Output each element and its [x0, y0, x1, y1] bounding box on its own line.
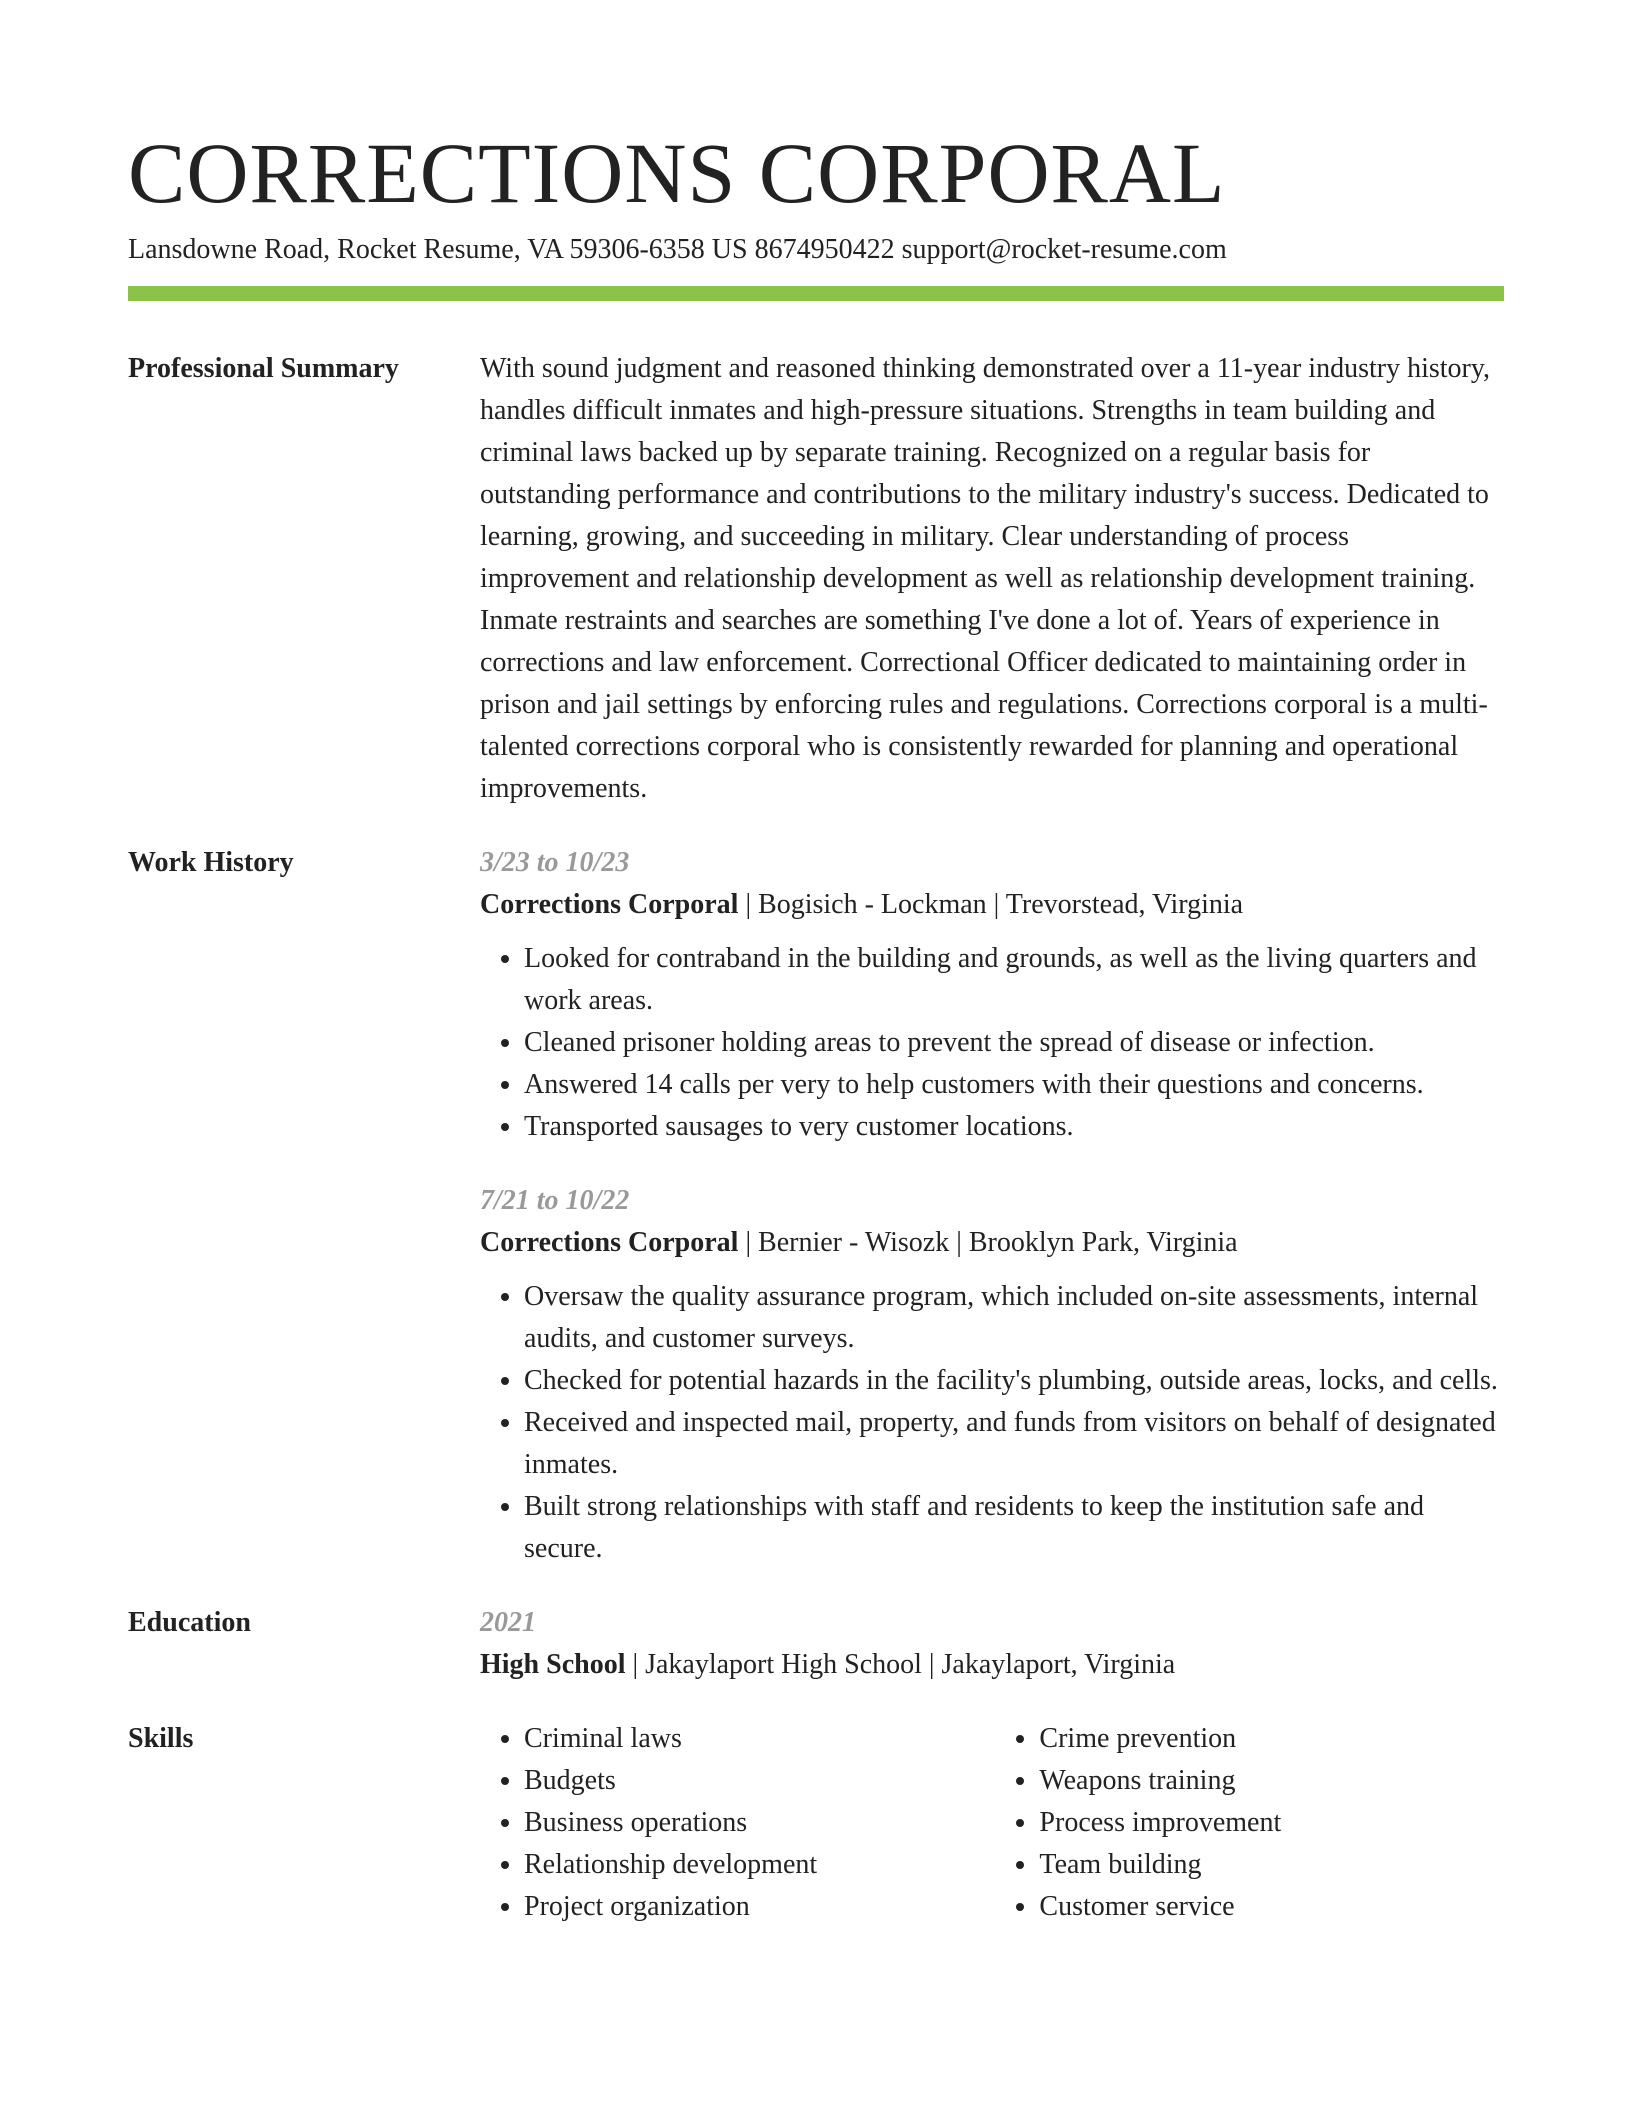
skill-item: • Relationship development [524, 1844, 951, 1886]
job-dates: 3/23 to 10/23 [480, 847, 630, 878]
contact-line: Lansdowne Road, Rocket Resume, VA 59306-6358 US 8674950422 support@rocket-resume.com [128, 234, 1227, 265]
work-history-section [128, 842, 1504, 1570]
summary-heading: Professional Summary [128, 353, 399, 384]
skill-item: • Business operations [524, 1802, 951, 1844]
education-heading: Education [128, 1607, 251, 1638]
skill-item: • Customer service [1039, 1886, 1504, 1928]
job-heading [480, 1222, 1504, 1264]
skill-item: • Process improvement [1039, 1802, 1504, 1844]
job-dates: 7/21 to 10/22 [480, 1185, 630, 1216]
job-heading [480, 884, 1504, 926]
skills-list-left [480, 1718, 951, 1928]
job-bullet: • Built strong relationships with staff and residents to keep the institution safe and secure. [524, 1486, 1504, 1570]
education-year: 2021 [480, 1607, 536, 1638]
job-bullets [480, 1276, 1504, 1570]
accent-divider [128, 286, 1504, 301]
education-section [128, 1602, 1504, 1686]
skill-item: • Budgets [524, 1760, 951, 1802]
education-entry [480, 1644, 1504, 1686]
job-details: | Bernier - Wisozk | Brooklyn Park, Virginia [738, 1227, 1238, 1258]
job-bullets [480, 938, 1504, 1148]
work-history-heading: Work History [128, 847, 294, 878]
job-title: Corrections Corporal [480, 889, 739, 920]
skills-heading: Skills [128, 1723, 194, 1754]
job-entry [480, 842, 1504, 1148]
job-entry [480, 1180, 1504, 1570]
job-bullet: • Checked for potential hazards in the facility's plumbing, outside areas, locks, and cells. [524, 1360, 1504, 1402]
job-bullet: • Oversaw the quality assurance program, which included on-site assessments, internal audits, and customer surveys. [524, 1276, 1504, 1360]
skills-section [128, 1718, 1504, 1928]
skill-item: • Project organization [524, 1886, 951, 1928]
job-details: | Bogisich - Lockman | Trevorstead, Virginia [738, 889, 1244, 920]
summary-section [128, 348, 1504, 810]
summary-text: With sound judgment and reasoned thinking demonstrated over a 11-year industry history, handles difficult inmates and high-pressure situations. Strengths in team building and criminal laws backed up by separate training. Recognized on a regular basis for outstanding performance and contributions to the military industry's success. Dedicated to learning, growing, and succeeding in military. Clear understanding of process improvement and relationship development as well as relationship development training. Inmate restraints and searches are something I've done a lot of. Years of experience in corrections and law enforcement. Correctional Officer dedicated to maintaining order in prison and jail settings by enforcing rules and regulations. Corrections corporal is a multi-talented corrections corporal who is consistently rewarded for planning and operational improvements. [480, 353, 1491, 804]
skill-item: • Criminal laws [524, 1718, 951, 1760]
resume-content [128, 348, 1504, 1928]
resume-name: CORRECTIONS CORPORAL [128, 125, 1226, 221]
education-degree: High School [480, 1649, 626, 1680]
skill-item: • Team building [1039, 1844, 1504, 1886]
skills-list-right [995, 1718, 1504, 1928]
education-details: | Jakaylaport High School | Jakaylaport, Virginia [625, 1649, 1176, 1680]
job-bullet: • Cleaned prisoner holding areas to prevent the spread of disease or infection. [524, 1022, 1504, 1064]
job-bullet: • Received and inspected mail, property, and funds from visitors on behalf of designated inmates. [524, 1402, 1504, 1486]
skill-item: • Crime prevention [1039, 1718, 1504, 1760]
skills-columns [480, 1718, 1504, 1928]
job-title: Corrections Corporal [480, 1227, 739, 1258]
job-bullet: • Looked for contraband in the building and grounds, as well as the living quarters and work areas. [524, 938, 1504, 1022]
job-bullet: • Answered 14 calls per very to help customers with their questions and concerns. [524, 1064, 1504, 1106]
job-bullet: • Transported sausages to very customer locations. [524, 1106, 1504, 1148]
skill-item: • Weapons training [1039, 1760, 1504, 1802]
